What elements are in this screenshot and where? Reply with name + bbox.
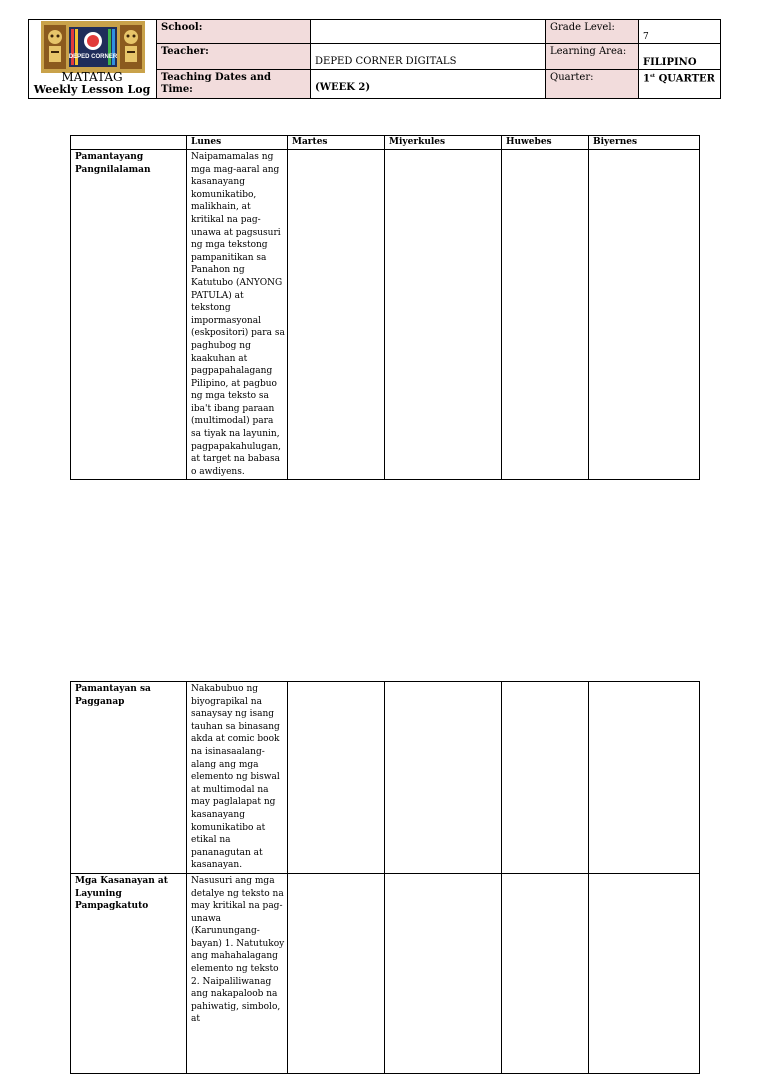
cell-lunes: Nasusuri ang mga detalye ng teksto na may kritikal na pag-unawa (Karunungang-bayan) 1. Natutukoy ang mahahalagang elemento ng teksto 2. Naipaliliwanag ang nakapaloob na pahiwatig, simbolo, at	[187, 873, 288, 1073]
cell-lunes: Nakabubuo ng biyograpikal na sanaysay ng isang tauhan sa binasang akda at comic book na isinasaalang-alang ang mga elemento ng biswal at multimodal na may paglalapat ng kasanayang komunikatibo at etikal na pananagutan at kasanayan.	[187, 682, 288, 874]
quarter-value: 1st QUARTER	[639, 70, 721, 99]
day-header-biyernes: Biyernes	[589, 136, 700, 150]
matatag-title-block	[28, 71, 156, 96]
day-header-miyerkules: Miyerkules	[385, 136, 502, 150]
cell-miyerkules	[385, 150, 502, 480]
cell-lunes: Naipamamalas ng mga mag-aaral ang kasanayang komunikatibo, malikhain, at kritikal na pag-unawa at pagsusuri ng mga tekstong pampanitikan sa Panahon ng Katutubo (ANYONG PATULA) at tekstong impormasyonal (eskpositori) para sa paghubog ng kaakuhan at pagpapahalagang Pilipino, at pagbuo ng mga teksto sa iba't ibang paraan (multimodal) para sa tiyak na layunin, pagpapakahulugan, at target na babasa o awdiyens.	[187, 150, 288, 480]
weekly-lesson-log-title: Weekly Lesson Log	[33, 83, 151, 96]
table-row	[71, 150, 700, 480]
teacher-value: DEPED CORNER DIGITALS	[311, 44, 546, 70]
grade-level-value: 7	[639, 20, 721, 44]
row-label-mga-kasanayan: Mga Kasanayan at Layuning Pampagkatuto	[71, 873, 187, 1073]
lesson-table-2	[70, 681, 700, 1074]
grade-level-label: Grade Level:	[546, 20, 639, 44]
learning-area-label: Learning Area:	[546, 44, 639, 70]
mask-right-icon	[120, 25, 142, 69]
corner-cell	[71, 136, 187, 150]
cell-miyerkules	[385, 682, 502, 874]
matatag-title: MATATAG	[61, 70, 123, 84]
mask-left-icon	[44, 25, 66, 69]
school-label: School:	[157, 20, 311, 44]
quarter-label: Quarter:	[546, 70, 639, 99]
table-row	[71, 682, 700, 874]
teaching-dates-value: (WEEK 2)	[311, 70, 546, 99]
lesson-table-1	[70, 135, 700, 480]
cell-martes	[288, 873, 385, 1073]
cell-biyernes	[589, 873, 700, 1073]
day-header-martes: Martes	[288, 136, 385, 150]
teacher-label: Teacher:	[157, 44, 311, 70]
table-row	[71, 873, 700, 1073]
svg-text:DEPED CORNER: DEPED CORNER	[68, 54, 117, 60]
teaching-dates-label: Teaching Dates and Time:	[157, 70, 311, 99]
learning-area-value: FILIPINO	[639, 44, 721, 70]
cell-miyerkules	[385, 873, 502, 1073]
cell-martes	[288, 682, 385, 874]
cell-huwebes	[502, 150, 589, 480]
day-header-huwebes: Huwebes	[502, 136, 589, 150]
row-label-pamantayan-sa-pagganap: Pamantayan sa Pagganap	[71, 682, 187, 874]
cell-biyernes	[589, 150, 700, 480]
deped-logo-image	[41, 21, 145, 73]
cell-huwebes	[502, 873, 589, 1073]
school-value	[311, 20, 546, 44]
cell-huwebes	[502, 682, 589, 874]
cell-biyernes	[589, 682, 700, 874]
day-header-row	[71, 136, 700, 150]
day-header-lunes: Lunes	[187, 136, 288, 150]
cell-martes	[288, 150, 385, 480]
deped-corner-badge-icon	[68, 27, 117, 67]
row-label-pamantayang-pangnilalaman: Pamantayang Pangnilalaman	[71, 150, 187, 480]
